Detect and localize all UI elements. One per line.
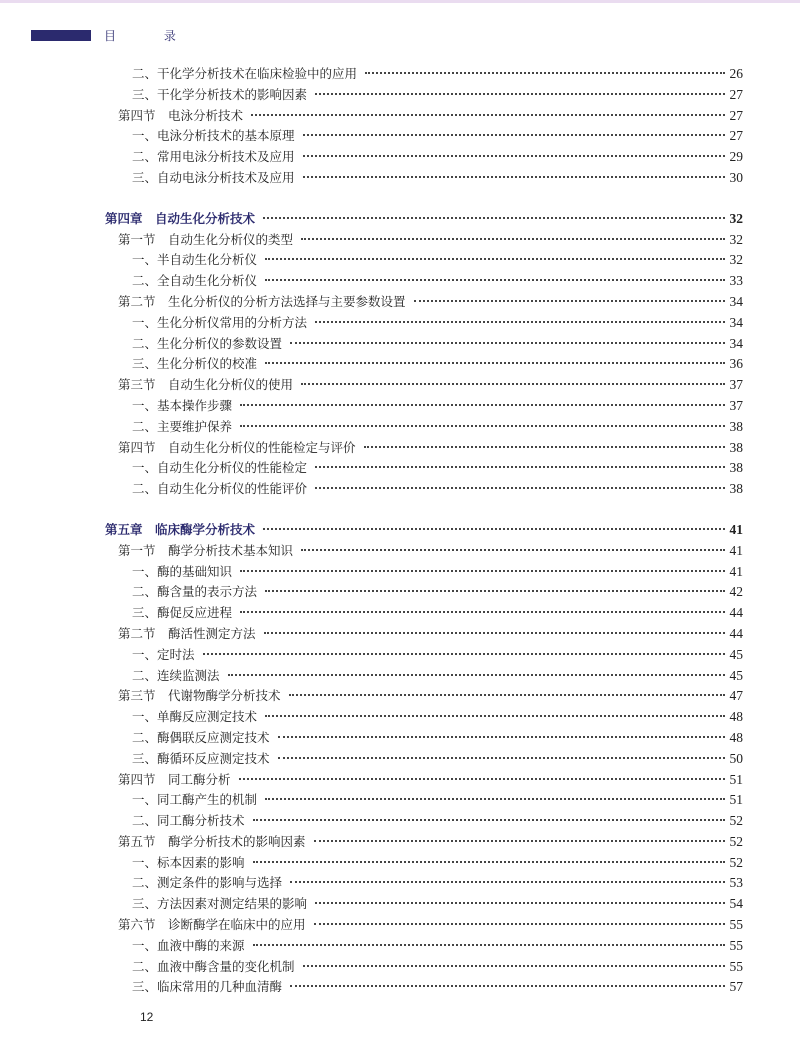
toc-entry-page: 53 (729, 875, 743, 891)
toc-entry-title: 二、全自动生化分析仪 (132, 273, 258, 289)
dot-leader (414, 300, 725, 302)
toc-subsection-entry[interactable] (105, 147, 743, 168)
toc-entry-page: 44 (729, 605, 743, 621)
dot-leader (264, 632, 725, 634)
toc-entry-page: 27 (729, 128, 743, 144)
toc-subsection-entry[interactable] (105, 354, 743, 375)
toc-subsection-entry[interactable] (105, 582, 743, 603)
toc-section-entry[interactable] (105, 770, 743, 791)
toc-entry-page: 41 (729, 563, 743, 579)
toc-entry-title: 二、血液中酶含量的变化机制 (132, 958, 295, 974)
toc-section-entry[interactable] (105, 686, 743, 707)
toc-entry-page: 51 (729, 792, 743, 808)
toc-entry-page: 34 (729, 335, 743, 351)
toc-section-entry[interactable] (105, 438, 743, 459)
toc-entry-page: 34 (729, 293, 743, 309)
toc-entry-title: 一、定时法 (132, 646, 195, 662)
toc-subsection-entry[interactable] (105, 85, 743, 106)
toc-entry-title: 一、血液中酶的来源 (132, 937, 245, 953)
toc-entry-title: 一、自动生化分析仪的性能检定 (132, 460, 308, 476)
toc-entry-page: 32 (729, 231, 743, 247)
dot-leader (301, 238, 725, 240)
toc-entry-title: 二、酶含量的表示方法 (132, 584, 258, 600)
toc-entry-page: 47 (729, 688, 743, 704)
dot-leader (240, 404, 725, 406)
table-of-contents (105, 64, 743, 1018)
toc-subsection-entry[interactable] (105, 977, 743, 998)
toc-entry-title: 第一节 自动生化分析仪的类型 (118, 231, 294, 247)
dot-leader (290, 881, 725, 883)
dot-leader (265, 279, 725, 281)
dot-leader (315, 902, 725, 904)
toc-chapter-entry[interactable] (105, 209, 743, 230)
toc-entry-title: 第三节 代谢物酶学分析技术 (118, 688, 281, 704)
toc-entry-title: 二、生化分析仪的参数设置 (132, 335, 283, 351)
toc-entry-title: 第四节 自动生化分析仪的性能检定与评价 (118, 439, 356, 455)
toc-entry-title: 三、干化学分析技术的影响因素 (132, 86, 308, 102)
dot-leader (263, 217, 725, 219)
toc-entry-page: 32 (729, 210, 743, 226)
toc-subsection-entry[interactable] (105, 334, 743, 355)
dot-leader (303, 965, 725, 967)
toc-subsection-entry[interactable] (105, 250, 743, 271)
dot-leader (290, 985, 725, 987)
toc-entry-page: 37 (729, 377, 743, 393)
toc-entry-page: 44 (729, 625, 743, 641)
dot-leader (265, 590, 725, 592)
toc-entry-title: 二、自动生化分析仪的性能评价 (132, 481, 308, 497)
toc-subsection-entry[interactable] (105, 396, 743, 417)
toc-subsection-entry[interactable] (105, 168, 743, 189)
dot-leader (301, 383, 725, 385)
toc-entry-page: 26 (729, 66, 743, 81)
toc-entry-page: 45 (729, 646, 743, 662)
toc-entry-page: 32 (729, 252, 743, 268)
toc-section-entry[interactable] (105, 624, 743, 645)
dot-leader (278, 736, 725, 738)
toc-subsection-entry[interactable] (105, 707, 743, 728)
toc-entry-title: 三、临床常用的几种血清酶 (132, 979, 283, 995)
toc-entry-title: 一、基本操作步骤 (132, 397, 233, 413)
toc-section-entry[interactable] (105, 915, 743, 936)
toc-section-entry[interactable] (105, 541, 743, 562)
toc-entry-page: 55 (729, 917, 743, 933)
dot-leader (240, 570, 725, 572)
toc-subsection-entry[interactable] (105, 126, 743, 147)
toc-section-entry[interactable] (105, 106, 743, 127)
dot-leader (314, 840, 725, 842)
dot-leader (303, 155, 725, 157)
toc-subsection-entry[interactable] (105, 458, 743, 479)
toc-entry-title: 第一节 酶学分析技术基本知识 (118, 542, 294, 558)
toc-entry-title: 三、酶促反应进程 (132, 605, 233, 621)
header-bar-decoration (31, 30, 91, 41)
toc-block (105, 209, 743, 500)
toc-entry-title: 二、主要维护保养 (132, 418, 233, 434)
toc-entry-page: 55 (729, 937, 743, 953)
dot-leader (303, 176, 725, 178)
dot-leader (239, 778, 725, 780)
toc-section-entry[interactable] (105, 832, 743, 853)
toc-entry-title: 一、同工酶产生的机制 (132, 792, 258, 808)
toc-subsection-entry[interactable] (105, 562, 743, 583)
toc-entry-page: 37 (729, 397, 743, 413)
toc-entry-page: 41 (729, 521, 743, 537)
toc-entry-page: 45 (729, 667, 743, 683)
toc-subsection-entry[interactable] (105, 645, 743, 666)
dot-leader (265, 362, 725, 364)
toc-subsection-entry[interactable] (105, 666, 743, 687)
toc-section-entry[interactable] (105, 375, 743, 396)
toc-entry-page: 41 (729, 542, 743, 558)
dot-leader (253, 819, 725, 821)
toc-entry-page: 27 (729, 107, 743, 123)
dot-leader (315, 466, 725, 468)
toc-entry-page: 34 (729, 314, 743, 330)
toc-subsection-entry[interactable] (105, 749, 743, 770)
toc-entry-title: 第三节 自动生化分析仪的使用 (118, 377, 294, 393)
toc-entry-title: 三、生化分析仪的校准 (132, 356, 258, 372)
toc-entry-title: 第五章 临床酶学分析技术 (105, 521, 256, 537)
toc-subsection-entry[interactable] (105, 811, 743, 832)
dot-leader (203, 653, 725, 655)
toc-entry-page: 52 (729, 854, 743, 870)
dot-leader (365, 72, 725, 74)
dot-leader (301, 549, 725, 551)
toc-entry-page: 52 (729, 833, 743, 849)
toc-subsection-entry[interactable] (105, 728, 743, 749)
dot-leader (303, 134, 725, 136)
dot-leader (253, 861, 725, 863)
toc-block (105, 64, 743, 189)
toc-subsection-entry[interactable] (105, 271, 743, 292)
toc-subsection-entry[interactable] (105, 873, 743, 894)
toc-entry-title: 一、半自动生化分析仪 (132, 252, 258, 268)
dot-leader (278, 757, 725, 759)
toc-entry-page: 50 (729, 750, 743, 766)
toc-entry-page: 51 (729, 771, 743, 787)
dot-leader (314, 923, 725, 925)
toc-subsection-entry[interactable] (105, 417, 743, 438)
top-border (0, 0, 800, 3)
toc-subsection-entry[interactable] (105, 957, 743, 978)
dot-leader (315, 487, 725, 489)
toc-entry-page: 55 (729, 958, 743, 974)
page-header-title: 目 录 (104, 29, 198, 43)
toc-entry-title: 三、自动电泳分析技术及应用 (132, 169, 295, 185)
toc-subsection-entry[interactable] (105, 936, 743, 957)
toc-subsection-entry[interactable] (105, 603, 743, 624)
dot-leader (315, 93, 725, 95)
dot-leader (263, 528, 725, 530)
toc-entry-title: 二、测定条件的影响与选择 (132, 875, 283, 891)
toc-entry-title: 二、干化学分析技术在临床检验中的应用 (132, 66, 358, 81)
toc-entry-title: 第二节 酶活性测定方法 (118, 625, 256, 641)
dot-leader (364, 446, 725, 448)
toc-entry-title: 二、连续监测法 (132, 667, 220, 683)
dot-leader (228, 674, 725, 676)
toc-entry-title: 二、同工酶分析技术 (132, 813, 245, 829)
dot-leader (265, 715, 725, 717)
dot-leader (251, 114, 725, 116)
toc-entry-title: 第五节 酶学分析技术的影响因素 (118, 833, 306, 849)
toc-subsection-entry[interactable] (105, 853, 743, 874)
toc-entry-title: 一、生化分析仪常用的分析方法 (132, 314, 308, 330)
toc-entry-title: 第四章 自动生化分析技术 (105, 210, 256, 226)
dot-leader (265, 798, 725, 800)
toc-entry-title: 一、标本因素的影响 (132, 854, 245, 870)
toc-entry-title: 第四节 同工酶分析 (118, 771, 231, 787)
toc-subsection-entry[interactable] (105, 894, 743, 915)
toc-entry-title: 一、酶的基础知识 (132, 563, 233, 579)
toc-section-entry[interactable] (105, 230, 743, 251)
toc-subsection-entry[interactable] (105, 790, 743, 811)
toc-entry-page: 30 (729, 169, 743, 185)
toc-entry-title: 二、酶偶联反应测定技术 (132, 729, 270, 745)
dot-leader (240, 611, 725, 613)
toc-entry-page: 38 (729, 439, 743, 455)
toc-entry-title: 三、酶循环反应测定技术 (132, 750, 270, 766)
toc-subsection-entry[interactable] (105, 479, 743, 500)
dot-leader (253, 944, 725, 946)
toc-entry-page: 48 (729, 709, 743, 725)
toc-entry-title: 第四节 电泳分析技术 (118, 107, 244, 123)
toc-entry-page: 54 (729, 896, 743, 912)
toc-entry-page: 38 (729, 460, 743, 476)
dot-leader (315, 321, 725, 323)
toc-entry-title: 三、方法因素对测定结果的影响 (132, 896, 308, 912)
toc-entry-title: 一、电泳分析技术的基本原理 (132, 128, 295, 144)
toc-entry-title: 一、单酶反应测定技术 (132, 709, 258, 725)
toc-entry-page: 57 (729, 979, 743, 995)
toc-block (105, 520, 743, 998)
dot-leader (240, 425, 725, 427)
toc-entry-title: 二、常用电泳分析技术及应用 (132, 149, 295, 165)
toc-entry-page: 38 (729, 418, 743, 434)
toc-entry-page: 27 (729, 86, 743, 102)
toc-entry-page: 48 (729, 729, 743, 745)
toc-entry-page: 33 (729, 273, 743, 289)
toc-entry-page: 36 (729, 356, 743, 372)
toc-entry-page: 52 (729, 813, 743, 829)
dot-leader (290, 342, 725, 344)
dot-leader (289, 694, 725, 696)
page-number: 12 (140, 1010, 154, 1024)
toc-subsection-entry[interactable] (105, 64, 743, 85)
toc-subsection-entry[interactable] (105, 313, 743, 334)
toc-entry-page: 29 (729, 149, 743, 165)
toc-section-entry[interactable] (105, 292, 743, 313)
toc-entry-title: 第二节 生化分析仪的分析方法选择与主要参数设置 (118, 293, 406, 309)
toc-entry-page: 42 (729, 584, 743, 600)
toc-entry-title: 第六节 诊断酶学在临床中的应用 (118, 917, 306, 933)
dot-leader (265, 258, 725, 260)
toc-chapter-entry[interactable] (105, 520, 743, 541)
toc-entry-page: 38 (729, 481, 743, 497)
